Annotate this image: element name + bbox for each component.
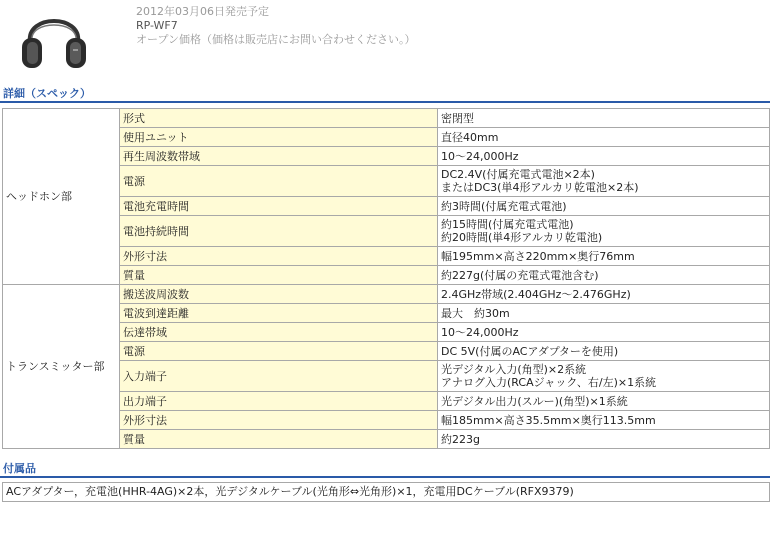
spec-value: [438, 128, 770, 147]
spec-value-line: 最大 約30m: [441, 306, 510, 320]
spec-value-line: 約227g(付属の充電式電池含む): [441, 268, 599, 282]
spec-value: [438, 430, 770, 449]
spec-value: [438, 266, 770, 285]
accessories-heading: 付属品: [0, 462, 770, 478]
spec-row: [3, 109, 770, 128]
spec-value: [438, 361, 770, 392]
spec-label: 使用ユニット: [120, 128, 438, 147]
product-info: [136, 5, 416, 47]
spec-label: 電池持続時間: [120, 216, 438, 247]
spec-value-line: 2.4GHz帯域(2.404GHz～2.476GHz): [441, 287, 631, 301]
spec-category: ヘッドホン部: [3, 109, 120, 285]
product-header: [0, 0, 772, 86]
spec-label: 外形寸法: [120, 411, 438, 430]
spec-value-line: 約15時間(付属充電式電池): [441, 218, 574, 231]
spec-value-line: 密閉型: [441, 111, 474, 125]
spec-label: 電波到達距離: [120, 304, 438, 323]
spec-value-line: 約20時間(単4形アルカリ乾電池): [441, 231, 603, 244]
spec-row: [3, 285, 770, 304]
spec-value: [438, 323, 770, 342]
spec-value: [438, 285, 770, 304]
spec-value-line: 10～24,000Hz: [441, 325, 519, 339]
spec-value: [438, 147, 770, 166]
headphones-product-image: [18, 2, 90, 76]
spec-value-line: DC 5V(付属のACアダプターを使用): [441, 344, 619, 358]
spec-label: 再生周波数帯域: [120, 147, 438, 166]
spec-category: トランスミッター部: [3, 285, 120, 449]
spec-label: 電池充電時間: [120, 197, 438, 216]
spec-value-line: 幅185mm×高さ35.5mm×奥行113.5mm: [441, 413, 656, 427]
spec-value-line: 10～24,000Hz: [441, 149, 519, 163]
model-number: RP-WF7: [136, 19, 178, 32]
spec-value: [438, 216, 770, 247]
spec-value-line: 光デジタル入力(角型)×2系統: [441, 363, 587, 376]
spec-value: [438, 411, 770, 430]
spec-value: [438, 392, 770, 411]
spec-label: 質量: [120, 266, 438, 285]
spec-label: 質量: [120, 430, 438, 449]
spec-value-line: 幅195mm×高さ220mm×奥行76mm: [441, 249, 635, 263]
spec-value-line: 光デジタル出力(スルー)(角型)×1系統: [441, 394, 628, 408]
spec-label: 形式: [120, 109, 438, 128]
spec-label: 伝達帯域: [120, 323, 438, 342]
spec-value-line: 直径40mm: [441, 130, 499, 144]
spec-label: 搬送波周波数: [120, 285, 438, 304]
accessories-text: ACアダプター，充電池(HHR-4AG)×2本，光デジタルケーブル(光角形⇔光角形)×1，充電用DCケーブル(RFX9379): [2, 482, 770, 502]
spec-label: 電源: [120, 166, 438, 197]
spec-value-line: アナログ入力(RCAジャック、右/左)×1系統: [441, 376, 657, 389]
details-heading: 詳細（スペック）: [0, 87, 770, 103]
spec-label: 出力端子: [120, 392, 438, 411]
spec-value: [438, 109, 770, 128]
spec-value: [438, 342, 770, 361]
spec-value-line: 約223g: [441, 432, 480, 446]
spec-label: 電源: [120, 342, 438, 361]
spec-table: [2, 108, 770, 449]
release-date: 2012年03月06日発売予定: [136, 5, 269, 18]
spec-value: [438, 247, 770, 266]
price-text: オープン価格（価格は販売店にお問い合わせください。）: [136, 33, 416, 46]
spec-value: [438, 166, 770, 197]
spec-value: [438, 304, 770, 323]
spec-label: 入力端子: [120, 361, 438, 392]
spec-value-line: またはDC3(単4形アルカリ乾電池×2本): [441, 181, 639, 194]
spec-value-line: 約3時間(付属充電式電池): [441, 199, 567, 213]
spec-value-line: DC2.4V(付属充電式電池×2本): [441, 168, 595, 181]
spec-value: [438, 197, 770, 216]
spec-label: 外形寸法: [120, 247, 438, 266]
